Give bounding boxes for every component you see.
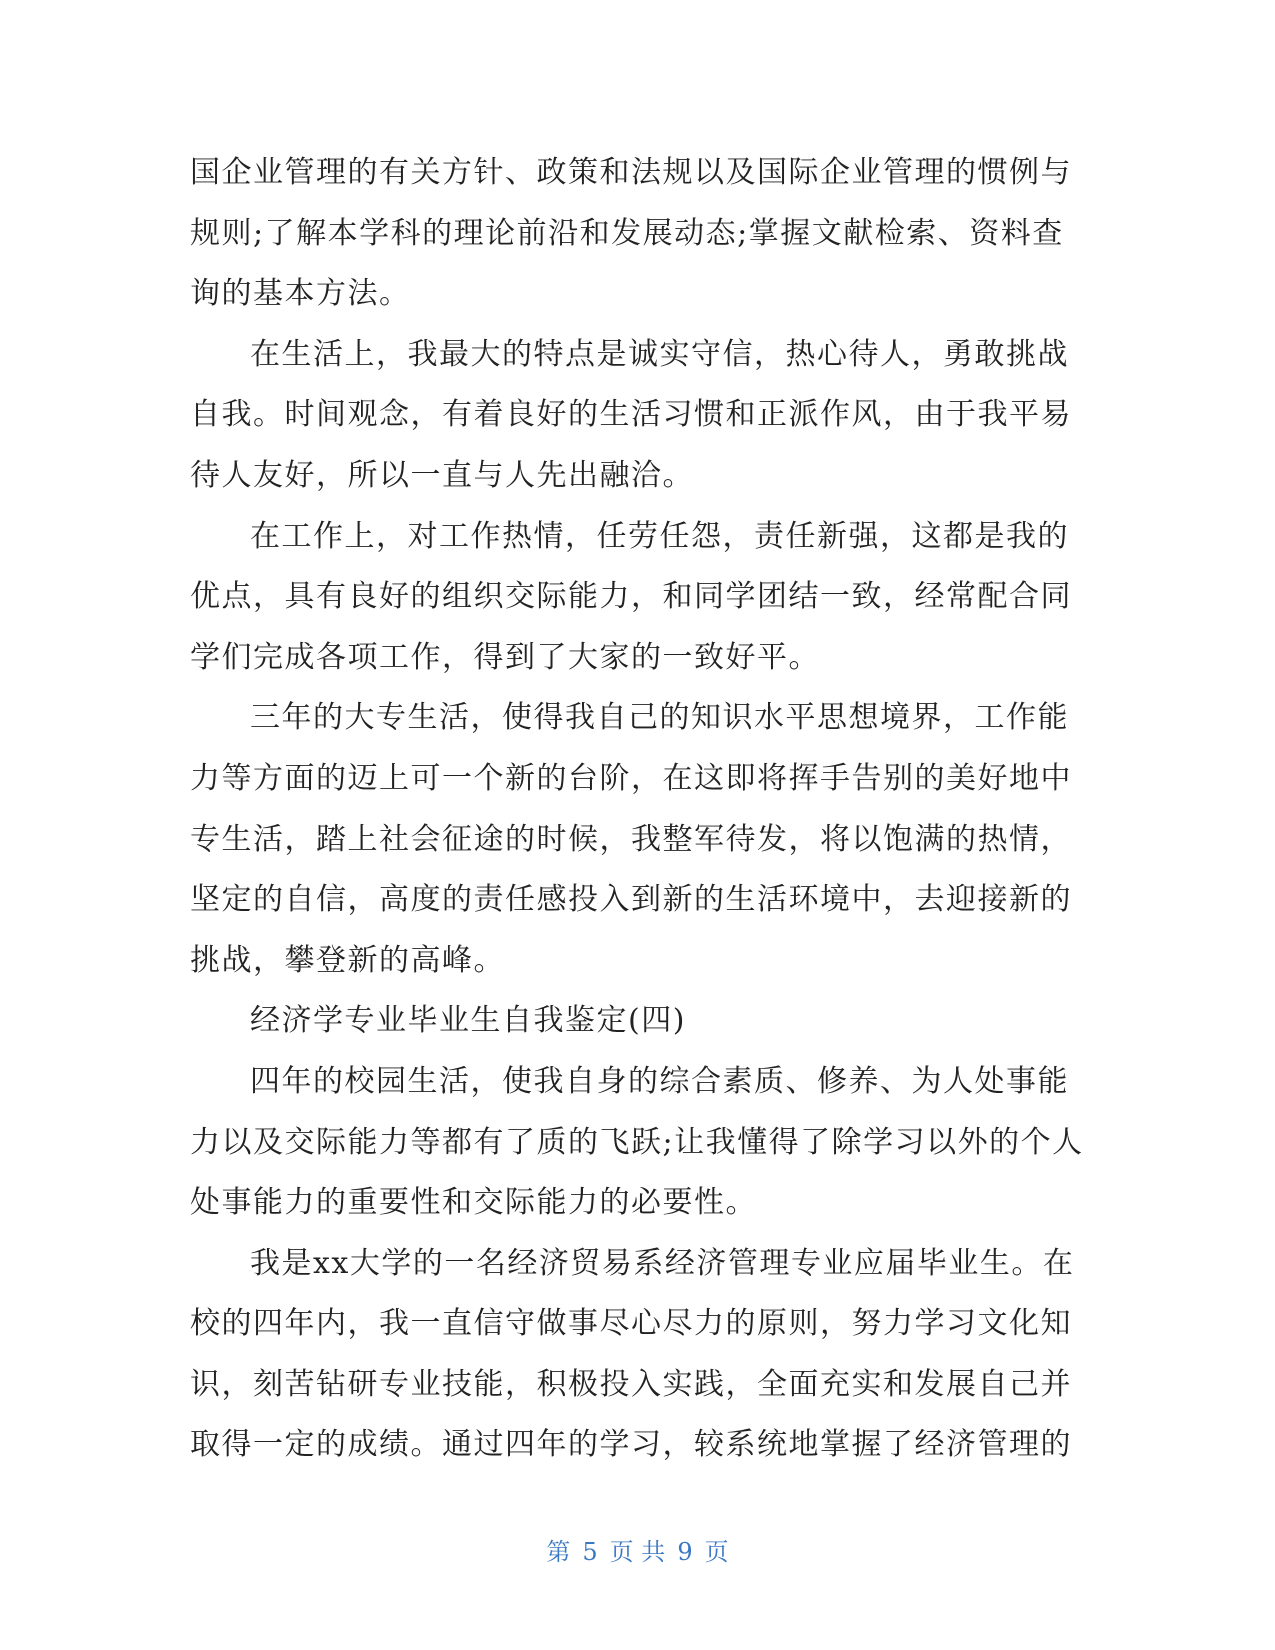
- text-line: 优点，具有良好的组织交际能力，和同学团结一致，经常配合同: [190, 579, 1072, 615]
- text-line: 识，刻苦钻研专业技能，积极投入实践，全面充实和发展自己并: [190, 1366, 1072, 1402]
- text-line: 在工作上，对工作热情，任劳任怨，责任新强，这都是我的: [250, 518, 1069, 554]
- text-line: 询的基本方法。: [190, 276, 411, 312]
- page-label-suffix: 页: [704, 1538, 729, 1566]
- text-line: 我是xx大学的一名经济贸易系经济管理专业应届毕业生。在: [250, 1245, 1075, 1281]
- section-heading: 经济学专业毕业生自我鉴定(四): [250, 1003, 686, 1039]
- text-line: 国企业管理的有关方针、政策和法规以及国际企业管理的惯例与: [190, 155, 1072, 190]
- text-line: 规则;了解本学科的理论前沿和发展动态;掌握文献检索、资料查: [190, 215, 1064, 251]
- text-line: 三年的大专生活，使得我自己的知识水平思想境界，工作能: [250, 700, 1069, 736]
- page-label-prefix: 第: [546, 1538, 571, 1566]
- text-line: 专生活，踏上社会征途的时候，我整军待发，将以饱满的热情，: [190, 821, 1072, 857]
- page-label-middle: 页 共: [609, 1538, 666, 1566]
- text-line: 坚定的自信，高度的责任感投入到新的生活环境中，去迎接新的: [190, 882, 1072, 918]
- text-line: 学们完成各项工作，得到了大家的一致好平。: [190, 639, 820, 675]
- text-line: 取得一定的成绩。通过四年的学习，较系统地掌握了经济管理的: [190, 1427, 1072, 1463]
- text-line: 四年的校园生活，使我自身的综合素质、修养、为人处事能: [250, 1063, 1069, 1099]
- total-pages-number: 9: [677, 1538, 693, 1566]
- text-line: 待人友好，所以一直与人先出融洽。: [190, 457, 694, 493]
- text-line: 力等方面的迈上可一个新的台阶，在这即将挥手告别的美好地中: [190, 760, 1072, 796]
- text-line: 力以及交际能力等都有了质的飞跃;让我懂得了除学习以外的个人: [190, 1124, 1084, 1160]
- document-body: [190, 143, 1095, 1476]
- text-line: 校的四年内，我一直信守做事尽心尽力的原则，努力学习文化知: [190, 1306, 1072, 1342]
- text-line: 在生活上，我最大的特点是诚实守信，热心待人，勇敢挑战: [250, 336, 1069, 372]
- text-line: 自我。时间观念，有着良好的生活习惯和正派作风，由于我平易: [190, 397, 1072, 433]
- page-footer: [0, 1537, 1275, 1567]
- text-line: 挑战，攀登新的高峰。: [190, 942, 505, 978]
- current-page-number: 5: [582, 1538, 598, 1566]
- text-line: 处事能力的重要性和交际能力的必要性。: [190, 1185, 757, 1221]
